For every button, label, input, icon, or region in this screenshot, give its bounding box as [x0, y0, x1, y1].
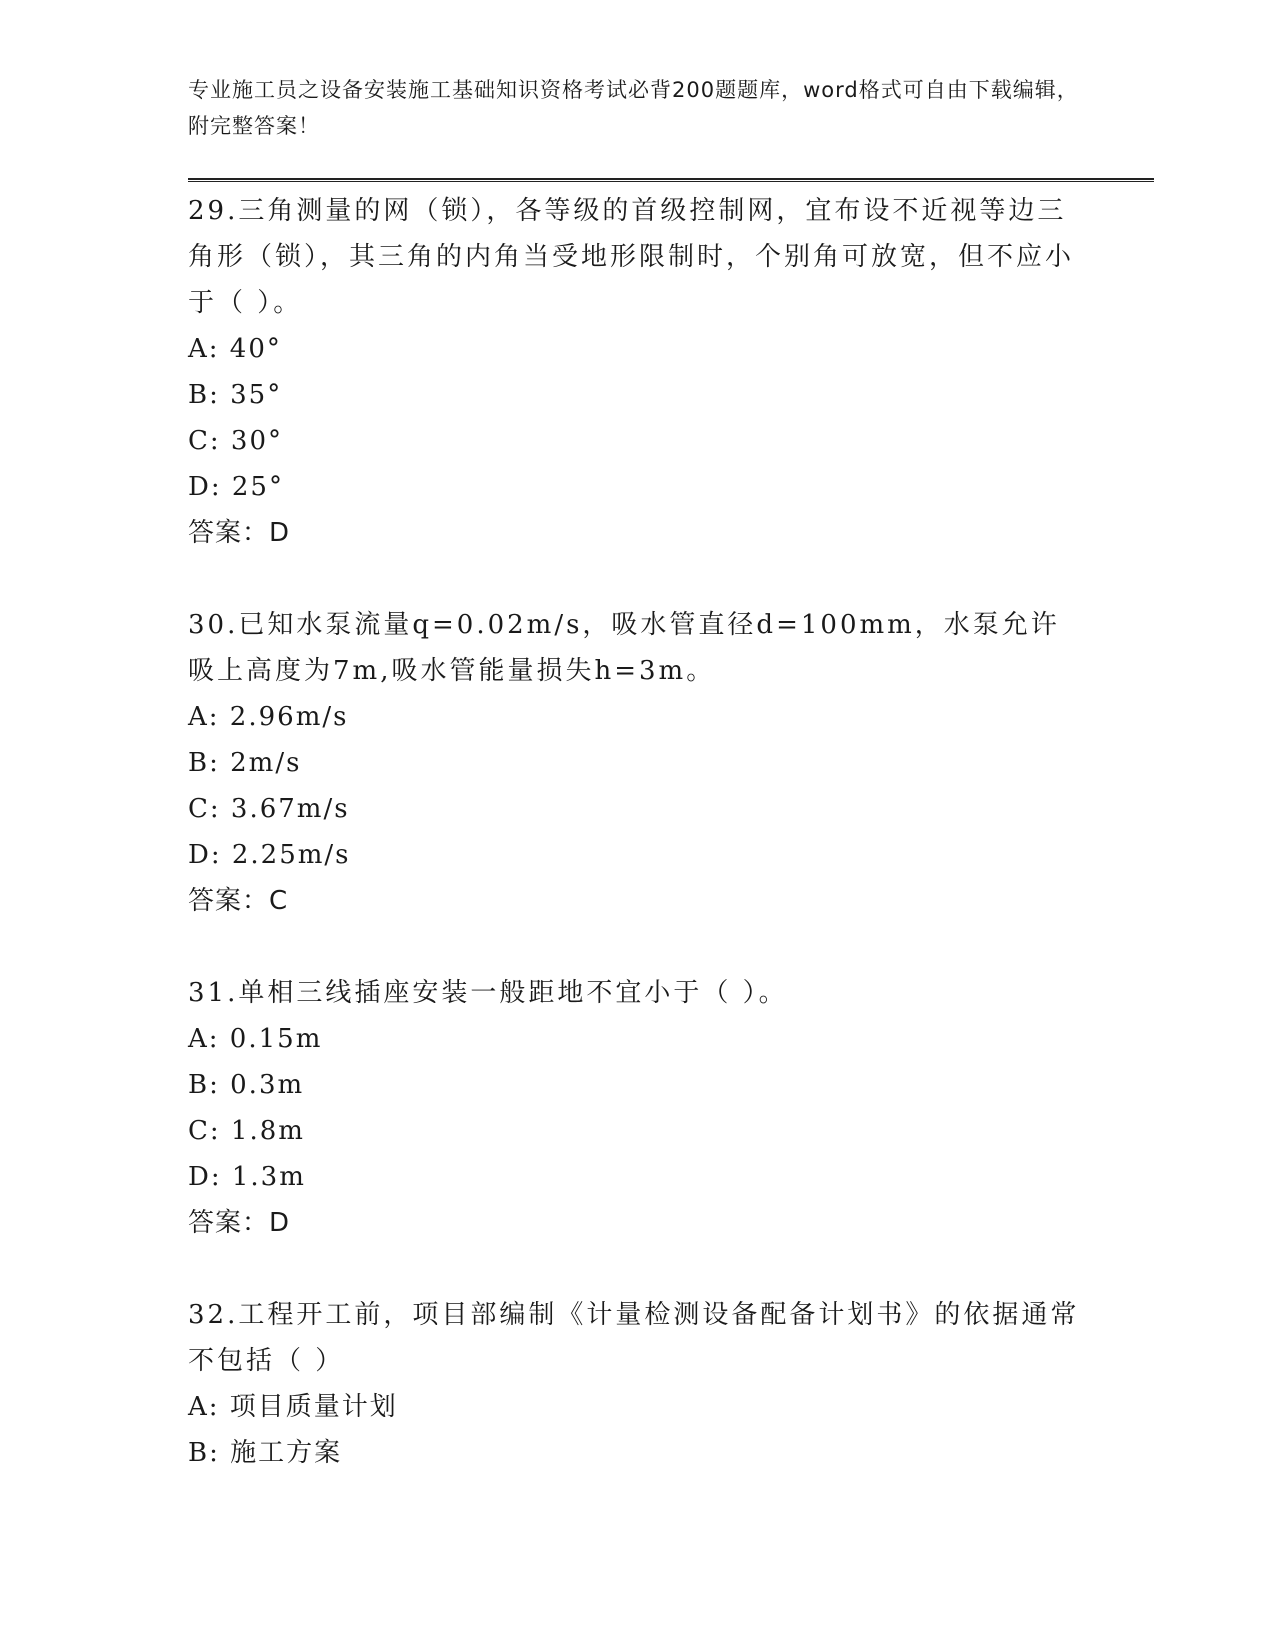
option-d: D: 25° [188, 472, 284, 502]
option-b: B: 2m/s [188, 748, 302, 778]
question-30 [188, 602, 1088, 924]
answer-text: 答案：C [188, 886, 289, 916]
question-stem: 30.已知水泵流量q=0.02m/s，吸水管直径d=100mm，水泵允许吸上高度为7m,吸水管能量损失h=3m。 [188, 610, 1060, 686]
option-c: C: 1.8m [188, 1116, 305, 1146]
question-list [188, 188, 1088, 1476]
option-a: A: 2.96m/s [188, 702, 349, 732]
question-stem: 31.单相三线插座安装一般距地不宜小于（ ）。 [188, 978, 788, 1008]
question-stem: 29.三角测量的网（锁），各等级的首级控制网，宜布设不近视等边三角形（锁），其三角的内角当受地形限制时，个别角可放宽，但不应小于（ ）。 [188, 196, 1075, 318]
document-header: 专业施工员之设备安装施工基础知识资格考试必背200题题库，word格式可自由下载编辑，附完整答案！ [188, 78, 1079, 138]
option-b: B: 35° [188, 380, 283, 410]
option-a: A: 0.15m [188, 1024, 323, 1054]
option-c: C: 3.67m/s [188, 794, 350, 824]
option-c: C: 30° [188, 426, 284, 456]
question-spacer [188, 924, 1088, 970]
question-31 [188, 970, 1088, 1246]
answer-text: 答案：D [188, 1208, 291, 1238]
option-b: B: 施工方案 [188, 1438, 343, 1468]
answer-text: 答案：D [188, 518, 291, 548]
option-d: D: 2.25m/s [188, 840, 351, 870]
option-d: D: 1.3m [188, 1162, 306, 1192]
question-spacer [188, 556, 1088, 602]
option-a: A: 项目质量计划 [188, 1392, 398, 1422]
question-32 [188, 1292, 1088, 1476]
header-divider [188, 178, 1154, 182]
option-a: A: 40° [188, 334, 282, 364]
question-29 [188, 188, 1088, 556]
option-b: B: 0.3m [188, 1070, 305, 1100]
question-stem: 32.工程开工前，项目部编制《计量检测设备配备计划书》的依据通常不包括（ ） [188, 1300, 1080, 1376]
question-spacer [188, 1246, 1088, 1292]
